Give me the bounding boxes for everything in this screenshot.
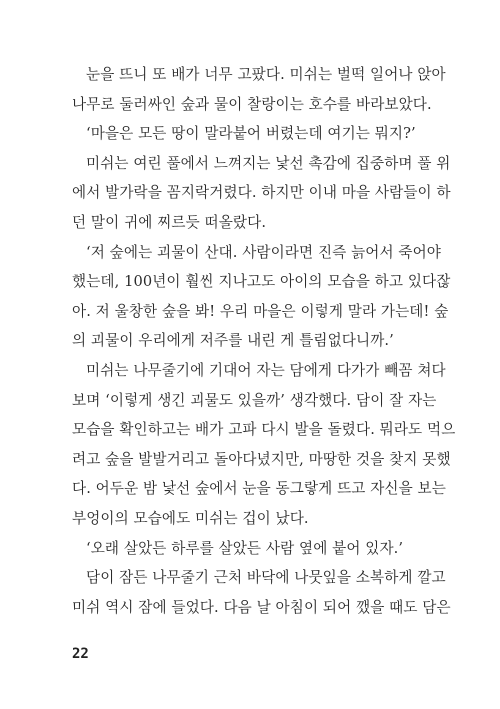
page-number: 22 bbox=[72, 646, 89, 662]
text-line: ‘저 숲에는 괴물이 산대. 사람이라면 진즉 늙어서 죽어야 bbox=[86, 243, 441, 261]
text-line: 다. 어두운 밤 낯선 숲에서 눈을 동그랗게 뜨고 자신을 보는 bbox=[72, 480, 446, 498]
text-line: ‘마을은 모든 땅이 말라붙어 버렸는데 여기는 뭐지?’ bbox=[86, 125, 416, 143]
text-line: 미쉬 역시 잠에 들었다. 다음 날 아침이 되어 깼을 때도 담은 bbox=[72, 598, 451, 616]
text-line: 에서 발가락을 꼼지락거렸다. 하지만 이내 마을 사람들이 하 bbox=[72, 184, 451, 202]
text-line: 눈을 뜨니 또 배가 너무 고팠다. 미쉬는 벌떡 일어나 앉아 bbox=[86, 66, 446, 83]
text-line: 미쉬는 나무줄기에 기대어 자는 담에게 다가가 빼꼼 쳐다 bbox=[86, 361, 446, 379]
text-line: 담이 잠든 나무줄기 근처 바닥에 나뭇잎을 소복하게 깔고 bbox=[86, 569, 446, 587]
text-line: 부엉이의 모습에도 미쉬는 겁이 났다. bbox=[72, 509, 309, 527]
body-text bbox=[72, 60, 456, 622]
text-line: 했는데, 100년이 훨씬 지나고도 아이의 모습을 하고 있다잖 bbox=[72, 273, 451, 291]
text-line: 나무로 둘러싸인 숲과 물이 찰랑이는 호수를 바라보았다. bbox=[72, 95, 432, 113]
text-line: 던 말이 귀에 찌르듯 떠올랐다. bbox=[72, 213, 267, 231]
text-line: 아. 저 울창한 숲을 봐! 우리 마을은 이렇게 말라 가는데! 숲 bbox=[72, 302, 449, 320]
text-line: ‘오래 살았든 하루를 살았든 사람 옆에 붙어 있자.’ bbox=[86, 539, 404, 557]
text-line: 보며 ‘이렇게 생긴 괴물도 있을까’ 생각했다. 담이 잘 자는 bbox=[72, 391, 437, 409]
text-line: 의 괴물이 우리에게 저주를 내린 게 틀림없다니까.’ bbox=[72, 332, 394, 350]
text-line: 미쉬는 여린 풀에서 느껴지는 낯선 촉감에 집중하며 풀 위 bbox=[86, 154, 451, 172]
text-line: 모습을 확인하고는 배가 고파 다시 발을 돌렸다. 뭐라도 먹으 bbox=[72, 421, 456, 439]
text-line: 려고 숲을 발발거리고 돌아다녔지만, 마땅한 것을 찾지 못했 bbox=[72, 450, 451, 468]
